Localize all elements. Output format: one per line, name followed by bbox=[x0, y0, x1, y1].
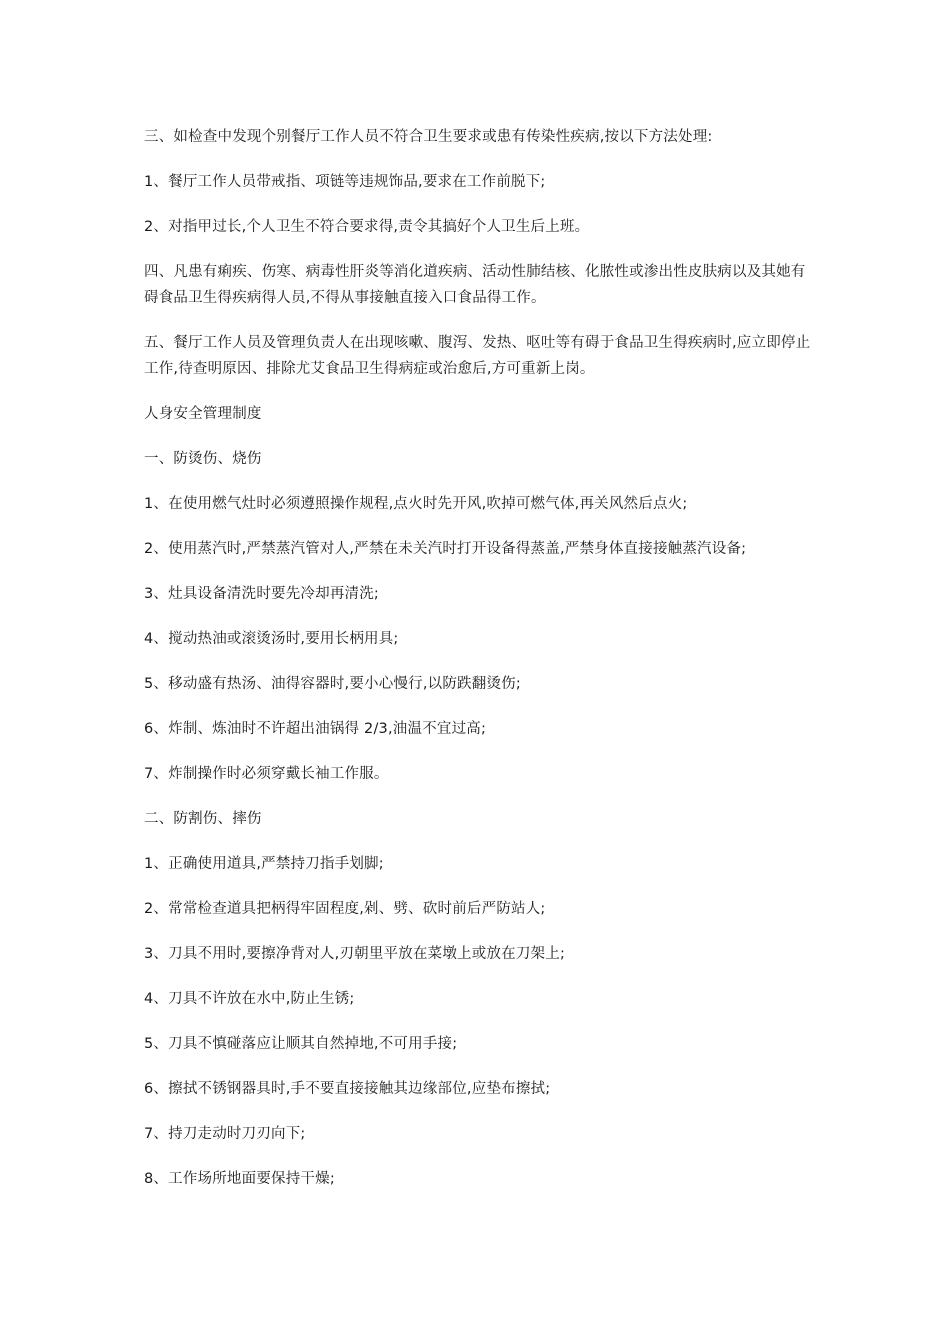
list-item: 8、工作场所地面要保持干燥; bbox=[144, 1171, 335, 1187]
document-body bbox=[144, 124, 814, 1211]
list-item: 5、刀具不慎碰落应让顺其自然掉地,不可用手接; bbox=[144, 1036, 458, 1052]
document-title-safety: 人身安全管理制度 bbox=[144, 406, 262, 422]
list-item: 6、炸制、炼油时不许超出油锅得 2/3,油温不宜过高; bbox=[144, 721, 487, 737]
list-item: 7、持刀走动时刀刃向下; bbox=[144, 1126, 306, 1142]
section-heading-burns: 一、防烫伤、烧伤 bbox=[144, 451, 262, 467]
list-item: 1、正确使用道具,严禁持刀指手划脚; bbox=[144, 856, 384, 872]
list-item: 6、擦拭不锈钢器具时,手不要直接接触其边缘部位,应垫布擦拭; bbox=[144, 1081, 551, 1097]
list-item: 1、餐厅工作人员带戒指、项链等违规饰品,要求在工作前脱下; bbox=[144, 174, 546, 190]
list-item: 3、刀具不用时,要擦净背对人,刃朝里平放在菜墩上或放在刀架上; bbox=[144, 946, 566, 962]
list-item: 7、炸制操作时必须穿戴长袖工作服。 bbox=[144, 766, 389, 782]
list-item: 2、对指甲过长,个人卫生不符合要求得,责令其搞好个人卫生后上班。 bbox=[144, 219, 590, 235]
list-item: 4、刀具不许放在水中,防止生锈; bbox=[144, 991, 355, 1007]
list-item: 3、灶具设备清洗时要先冷却再清洗; bbox=[144, 586, 380, 602]
list-item: 4、搅动热油或滚烫汤时,要用长柄用具; bbox=[144, 631, 399, 647]
list-item: 5、移动盛有热汤、油得容器时,要小心慢行,以防跌翻烫伤; bbox=[144, 676, 521, 692]
list-item: 2、使用蒸汽时,严禁蒸汽管对人,严禁在未关汽时打开设备得蒸盖,严禁身体直接接触蒸汽设备; bbox=[144, 541, 747, 557]
list-item: 2、常常检查道具把柄得牢固程度,剁、劈、砍时前后严防站人; bbox=[144, 901, 546, 917]
section-paragraph-5: 五、餐厅工作人员及管理负责人在出现咳嗽、腹泻、发热、呕吐等有碍于食品卫生得疾病时,应立即停止工作,待查明原因、排除尤艾食品卫生得病症或治愈后,方可重新上岗。 bbox=[144, 335, 811, 377]
section-paragraph-4: 四、凡患有痢疾、伤寒、病毒性肝炎等消化道疾病、活动性肺结核、化脓性或渗出性皮肤病以及其她有碍食品卫生得疾病得人员,不得从事接触直接入口食品得工作。 bbox=[144, 264, 806, 306]
section-heading-cuts: 二、防割伤、摔伤 bbox=[144, 811, 262, 827]
section-heading-3: 三、如检查中发现个别餐厅工作人员不符合卫生要求或患有传染性疾病,按以下方法处理: bbox=[144, 129, 713, 145]
list-item: 1、在使用燃气灶时必须遵照操作规程,点火时先开风,吹掉可燃气体,再关风然后点火; bbox=[144, 496, 688, 512]
